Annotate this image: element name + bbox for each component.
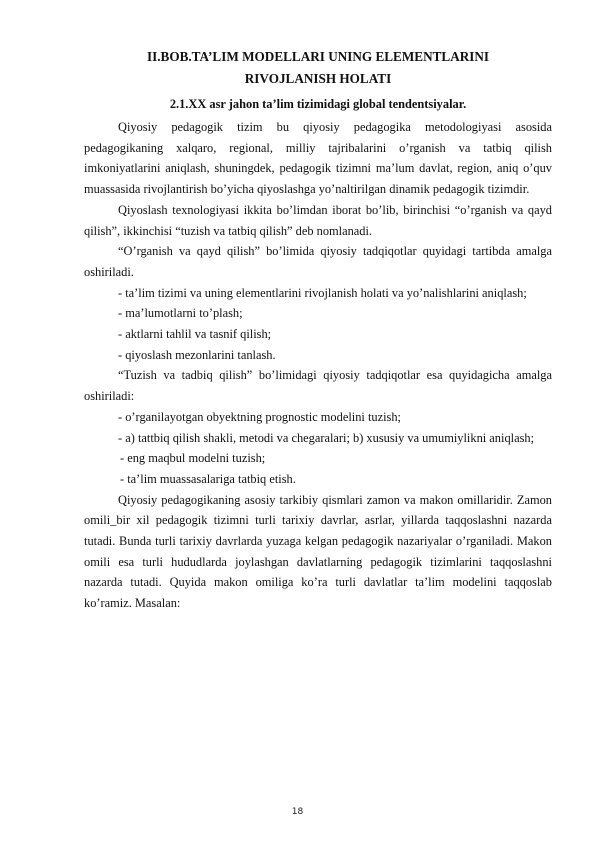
list-item: - ma’lumotlarni to’plash;: [118, 306, 243, 321]
list-item: - ta’lim tizimi va uning elementlarini rivojlanish holati va yo’nalishlarini aniqlash;: [118, 285, 527, 300]
list-item: - aktlarni tahlil va tasnif qilish;: [118, 327, 272, 342]
paragraph-apply-section: “Tuzish va tadbiq qilish” bo’limidagi qiyosiy tadqiqotlar esa quyidagicha amalga oshiriladi:: [84, 368, 552, 404]
section-title: 2.1.XX asr jahon ta’lim tizimidagi global tendentsiyalar.: [169, 97, 467, 111]
paragraph-definition: Qiyosiy pedagogik tizim bu qiyosiy pedagogika metodologiyasi asosida pedagogikaning xalqaro, regional, milliy tajribalarini o’rganish va tatbiq qilish imkoniyatlarini aniqlash, shuningdek, pedagogik tizimni ma’lum davlat, region, aniq o’quv muassasida rivojlantirish bo’yicha qiyoslashga yo’naltirilgan dinamik pedagogik tizimdir.: [84, 120, 552, 197]
list-item: - qiyoslash mezonlarini tanlash.: [118, 347, 276, 362]
page-number: 18: [291, 807, 304, 817]
list-item: - eng maqbul modelni tuzish;: [120, 451, 266, 466]
list-item: - ta’lim muassasalariga tatbiq etish.: [120, 471, 296, 486]
paragraph-time-space: Qiyosiy pedagogikaning asosiy tarkibiy qismlari zamon va makon omillaridir. Zamon omili_bir xil pedagogik tizimni turli tarixiy davrlar, asrlar, yillarda taqqoslashni nazarda tutadi. Bunda turli tarixiy davrlarda yuzaga kelgan pedagogik nazariyalar o’rganiladi. Makon omili esa turli hududlarda joylashgan davlatlarning pedagogik tizimlarini taqqoslashni nazarda tutadi. Quyida makon omiliga ko’ra turli davlatlar ta’lim modelini taqqoslab ko’ramiz. Masalan:: [84, 492, 552, 611]
paragraph-technology: Qiyoslash texnologiyasi ikkita bo’limdan iborat bo’lib, birinchisi “o’rganish va qayd qilish”, ikkinchisi “tuzish va tatbiq qilish” deb nomlanadi.: [84, 202, 552, 238]
chapter-title-line1: II.BOB.TA’LIM MODELLARI UNING ELEMENTLARINI: [146, 49, 490, 64]
body-text: [84, 117, 552, 614]
list-item: - o’rganilayotgan obyektning prognostic modelini tuzish;: [118, 409, 401, 424]
list-item: - a) tattbiq qilish shakli, metodi va chegaralari; b) xususiy va umumiylikni aniqlash;: [118, 430, 535, 445]
paragraph-study-section: “O’rganish va qayd qilish” bo’limida qiyosiy tadqiqotlar quyidagi tartibda amalga oshiriladi.: [84, 244, 552, 279]
chapter-title-line2: RIVOJLANISH HOLATI: [244, 71, 392, 86]
